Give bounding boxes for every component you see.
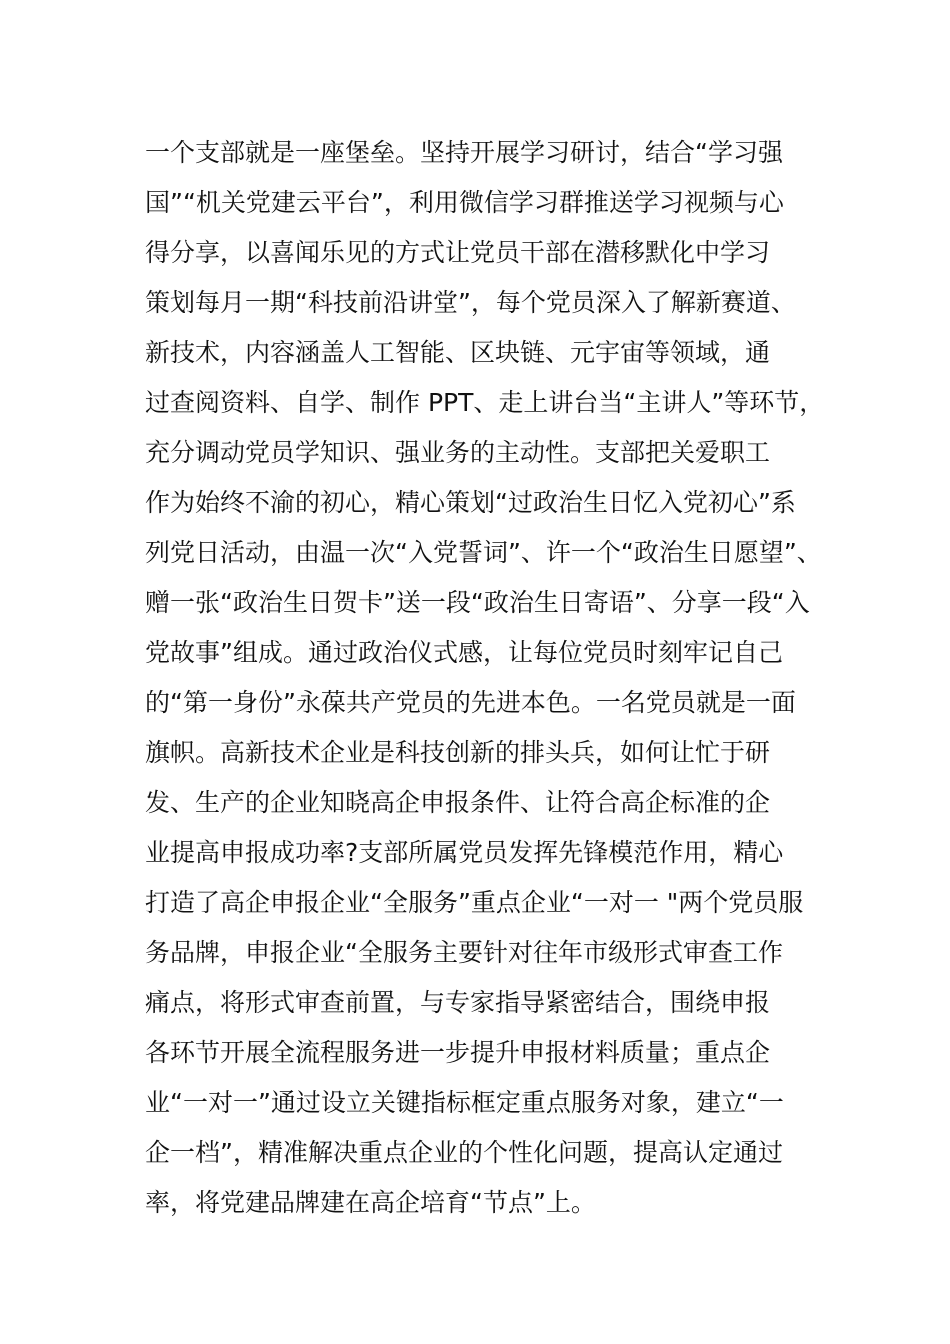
text-line: 打造了高企申报企业“全服务”重点企业“一对一 "两个党员服 (145, 888, 804, 917)
text-line: 发、生产的企业知晓高企申报条件、让符合高企标准的企 (145, 788, 771, 817)
text-line: 业“一对一”通过设立关键指标框定重点服务对象，建立“一 (145, 1088, 784, 1117)
text-line: 业提高申报成功率?支部所属党员发挥先锋模范作用，精心 (145, 838, 784, 867)
text-line: 企一档”，精准解决重点企业的个性化问题，提高认定通过 (145, 1138, 783, 1167)
text-line: 过查阅资料、自学、制作 PPT、走上讲台当“主讲人”等环节， (145, 388, 825, 417)
text-line: 新技术，内容涵盖人工智能、区块链、元宇宙等领域，通 (145, 338, 771, 367)
text-line: 得分享，以喜闻乐见的方式让党员干部在潜移默化中学习 (145, 238, 771, 267)
text-line: 党故事”组成。通过政治仪式感，让每位党员时刻牢记自己 (145, 638, 783, 667)
text-line: 列党日活动，由温一次“入党誓词”、许一个“政治生日愿望”、 (145, 538, 822, 567)
text-line: 旗帜。高新技术企业是科技创新的排头兵，如何让忙于研 (145, 738, 771, 767)
text-line: 赠一张“政治生日贺卡”送一段“政治生日寄语”、分享一段“入 (145, 588, 810, 617)
text-line: 策划每月一期“科技前沿讲堂”，每个党员深入了解新赛道、 (145, 288, 796, 317)
body-paragraph (145, 128, 845, 1228)
text-line: 充分调动党员学知识、强业务的主动性。支部把关爱职工 (145, 438, 771, 467)
text-line: 痛点，将形式审查前置，与专家指导紧密结合，围绕申报 (145, 988, 771, 1017)
text-line: 一个支部就是一座堡垒。坚持开展学习研讨，结合“学习强 (145, 138, 783, 167)
text-line: 各环节开展全流程服务进一步提升申报材料质量；重点企 (145, 1038, 771, 1067)
text-line: 作为始终不渝的初心，精心策划“过政治生日忆入党初心”系 (145, 488, 796, 517)
text-line: 率，将党建品牌建在高企培育“节点”上。 (145, 1188, 596, 1217)
text-line: 的“第一身份”永葆共产党员的先进本色。一名党员就是一面 (145, 688, 796, 717)
text-line: 务品牌，申报企业“全服务主要针对往年市级形式审查工作 (145, 938, 783, 967)
text-line: 国”“机关党建云平台”，利用微信学习群推送学习视频与心 (145, 188, 784, 217)
